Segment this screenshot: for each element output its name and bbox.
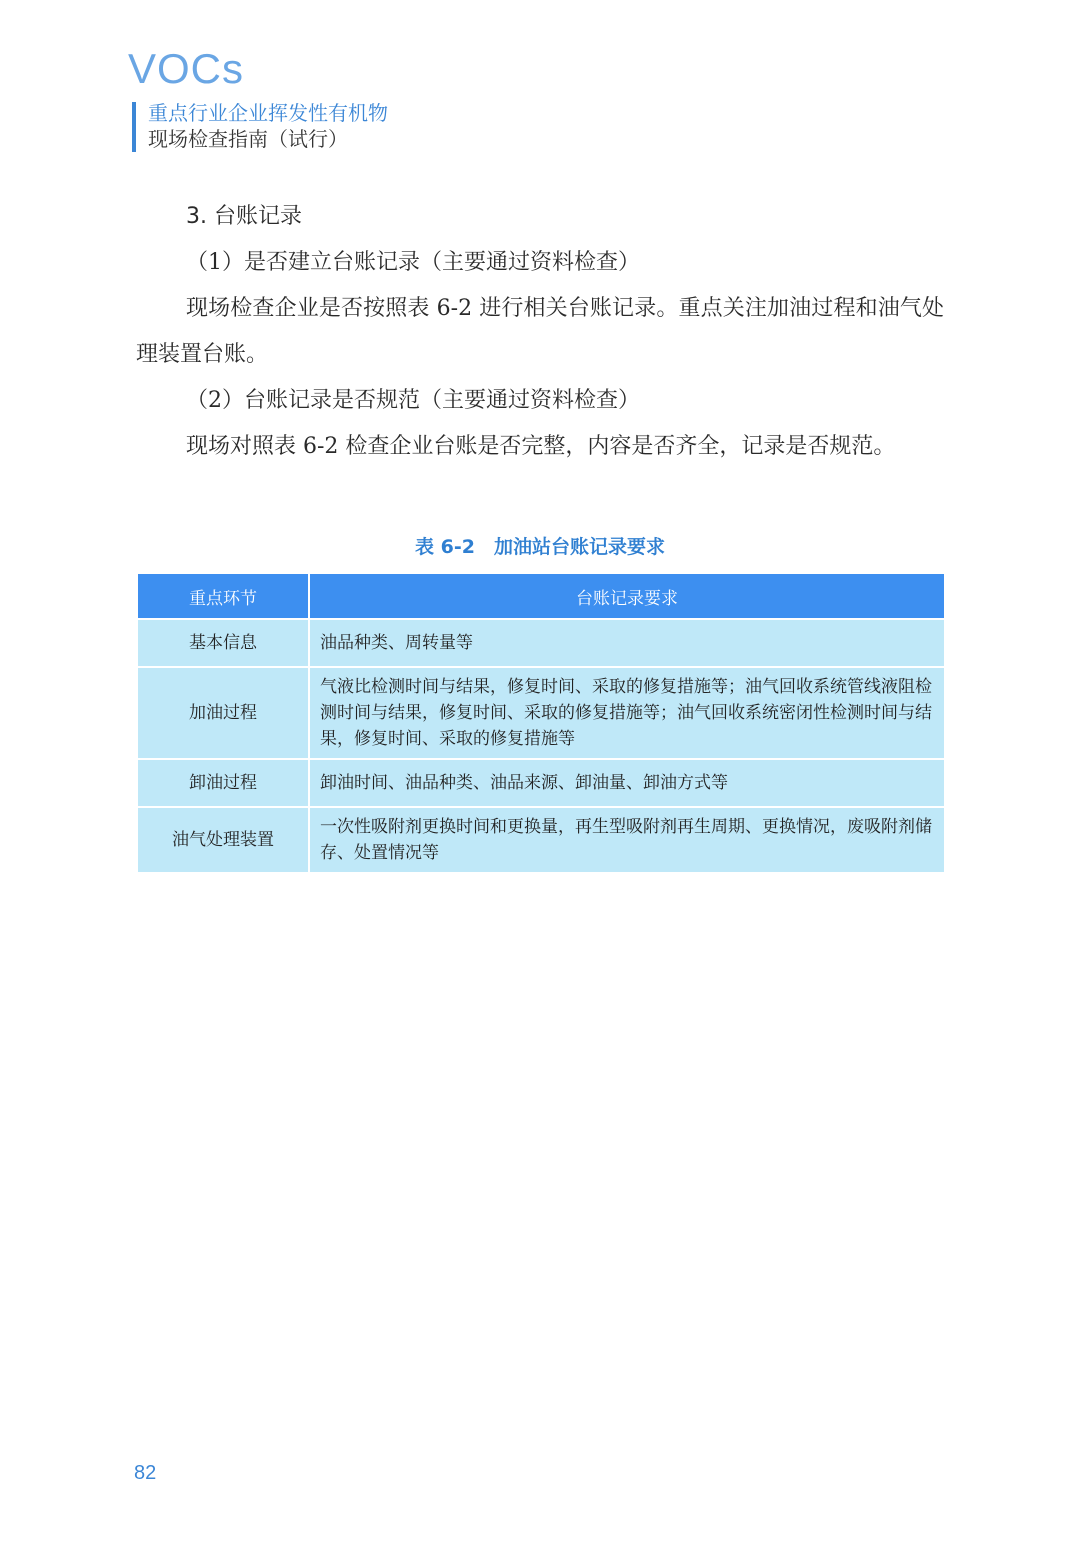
row-key: 卸油过程 <box>137 759 309 807</box>
book-title-line1: 重点行业企业挥发性有机物 <box>148 101 388 125</box>
header-accent-bar <box>132 102 136 152</box>
table-row <box>137 619 945 667</box>
item-1-heading: （1）是否建立台账记录（主要通过资料检查） <box>186 250 640 275</box>
row-key: 加油过程 <box>137 667 309 759</box>
column-header-requirement: 台账记录要求 <box>309 573 945 619</box>
row-requirement: 油品种类、周转量等 <box>309 619 945 667</box>
item-2-heading: （2）台账记录是否规范（主要通过资料检查） <box>186 388 640 413</box>
row-requirement: 一次性吸附剂更换时间和更换量，再生型吸附剂再生周期、更换情况，废吸附剂储存、处置情况等 <box>309 807 945 873</box>
row-requirement: 卸油时间、油品种类、油品来源、卸油量、卸油方式等 <box>309 759 945 807</box>
column-header-key: 重点环节 <box>137 573 309 619</box>
table-header-row <box>137 573 945 619</box>
section-title: 3. 台账记录 <box>186 204 302 229</box>
table-row <box>137 807 945 873</box>
item-2-paragraph: 现场对照表 6-2 检查企业台账是否完整，内容是否齐全，记录是否规范。 <box>186 434 896 459</box>
row-key: 基本信息 <box>137 619 309 667</box>
table-row <box>137 667 945 759</box>
table-row <box>137 759 945 807</box>
table-caption: 表 6-2 加油站台账记录要求 <box>415 536 665 558</box>
item-1-paragraph: 现场检查企业是否按照表 6-2 进行相关台账记录。重点关注加油过程和油气处理装置台账。 <box>136 296 944 367</box>
section-body <box>136 240 944 470</box>
row-requirement: 气液比检测时间与结果，修复时间、采取的修复措施等；油气回收系统管线液阻检测时间与结果，修复时间、采取的修复措施等；油气回收系统密闭性检测时间与结果，修复时间、采取的修复措施等 <box>309 667 945 759</box>
book-title-line2: 现场检查指南（试行） <box>148 127 348 151</box>
page-number: 82 <box>134 1462 157 1484</box>
logo-text: VOCs <box>128 45 245 92</box>
row-key: 油气处理装置 <box>137 807 309 873</box>
ledger-requirements-table <box>136 572 946 874</box>
